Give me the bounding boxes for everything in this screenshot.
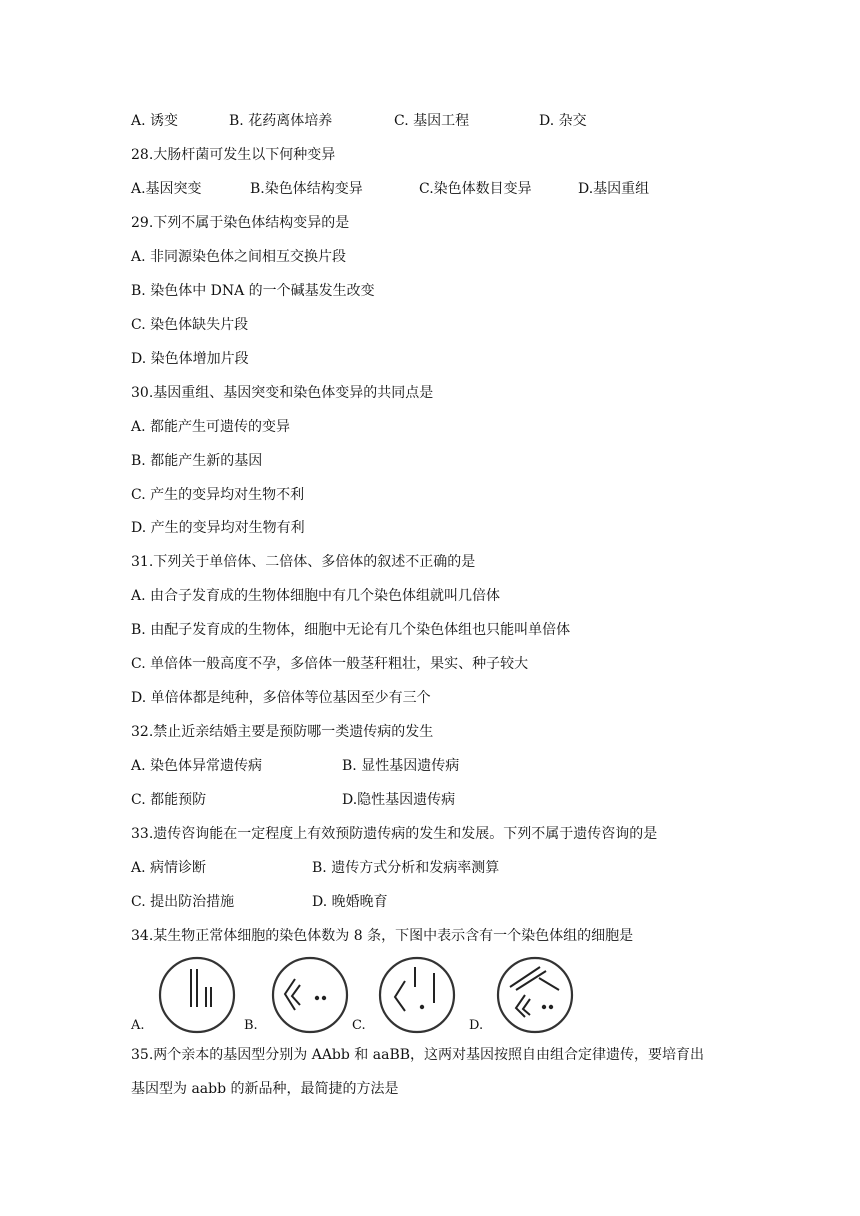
q30-option-a: A. 都能产生可遗传的变异 [131, 419, 291, 435]
q33-stem: 33.遗传咨询能在一定程度上有效预防遗传病的发生和发展。下列不属于遗传咨询的是 [131, 826, 658, 842]
q31-option-a: A. 由合子发育成的生物体细胞中有几个染色体组就叫几倍体 [131, 588, 501, 604]
q34-stem: 34.某生物正常体细胞的染色体数为 8 条，下图中表示含有一个染色体组的细胞是 [131, 928, 634, 944]
q28-option-d: D.基因重组 [578, 181, 650, 197]
q27-option-b: B. 花药离体培养 [229, 113, 333, 129]
cell-c-label: C. [352, 1018, 366, 1033]
q31-option-c: C. 单倍体一般高度不孕，多倍体一般茎秆粗壮，果实、种子较大 [131, 656, 529, 672]
q28-option-c: C.染色体数目变异 [419, 181, 532, 197]
q30-option-b: B. 都能产生新的基因 [131, 453, 263, 469]
q32-option-c: C. 都能预防 [131, 792, 207, 808]
q35-stem-line2: 基因型为 aabb 的新品种，最简捷的方法是 [131, 1081, 399, 1097]
q32-option-b: B. 显性基因遗传病 [342, 758, 460, 774]
q35-stem-line1: 35.两个亲本的基因型分别为 AAbb 和 aaBB，这两对基因按照自由组合定律遗传，要培育出 [131, 1047, 705, 1063]
q32-stem: 32.禁止近亲结婚主要是预防哪一类遗传病的发生 [131, 724, 434, 740]
q31-stem: 31.下列关于单倍体、二倍体、多倍体的叙述不正确的是 [131, 554, 476, 570]
q29-stem: 29.下列不属于染色体结构变异的是 [131, 215, 350, 231]
q30-option-d: D. 产生的变异均对生物有利 [131, 520, 305, 536]
q27-option-a: A. 诱变 [131, 113, 179, 129]
cell-a-label: A. [131, 1018, 145, 1033]
q31-option-d: D. 单倍体都是纯种，多倍体等位基因至少有三个 [131, 690, 431, 706]
q29-option-b: B. 染色体中 DNA 的一个碱基发生改变 [131, 283, 375, 299]
q27-option-c: C. 基因工程 [394, 113, 470, 129]
q29-option-d: D. 染色体增加片段 [131, 351, 249, 367]
cell-b-label: B. [244, 1018, 258, 1033]
q34-cell-figures [131, 955, 731, 1035]
q33-option-c: C. 提出防治措施 [131, 894, 235, 910]
q29-option-c: C. 染色体缺失片段 [131, 317, 249, 333]
cell-d-label: D. [469, 1018, 484, 1033]
q30-option-c: C. 产生的变异均对生物不利 [131, 487, 305, 503]
q33-option-d: D. 晚婚晚育 [312, 894, 388, 910]
q31-option-b: B. 由配子发育成的生物体，细胞中无论有几个染色体组也只能叫单倍体 [131, 622, 571, 638]
q28-option-b: B.染色体结构变异 [250, 181, 363, 197]
cell-c-diagram [377, 955, 457, 1035]
q27-option-d: D. 杂交 [539, 113, 587, 129]
q30-stem: 30.基因重组、基因突变和染色体变异的共同点是 [131, 385, 434, 401]
q33-option-b: B. 遗传方式分析和发病率测算 [312, 860, 500, 876]
q28-option-a: A.基因突变 [131, 181, 202, 197]
cell-b-diagram [270, 955, 350, 1035]
q28-stem: 28.大肠杆菌可发生以下何种变异 [131, 147, 336, 163]
cell-a-diagram [157, 955, 237, 1035]
q29-option-a: A. 非同源染色体之间相互交换片段 [131, 249, 347, 265]
q32-option-d: D.隐性基因遗传病 [342, 792, 456, 808]
q32-option-a: A. 染色体异常遗传病 [131, 758, 263, 774]
cell-d-diagram [495, 955, 575, 1035]
q33-option-a: A. 病情诊断 [131, 860, 207, 876]
